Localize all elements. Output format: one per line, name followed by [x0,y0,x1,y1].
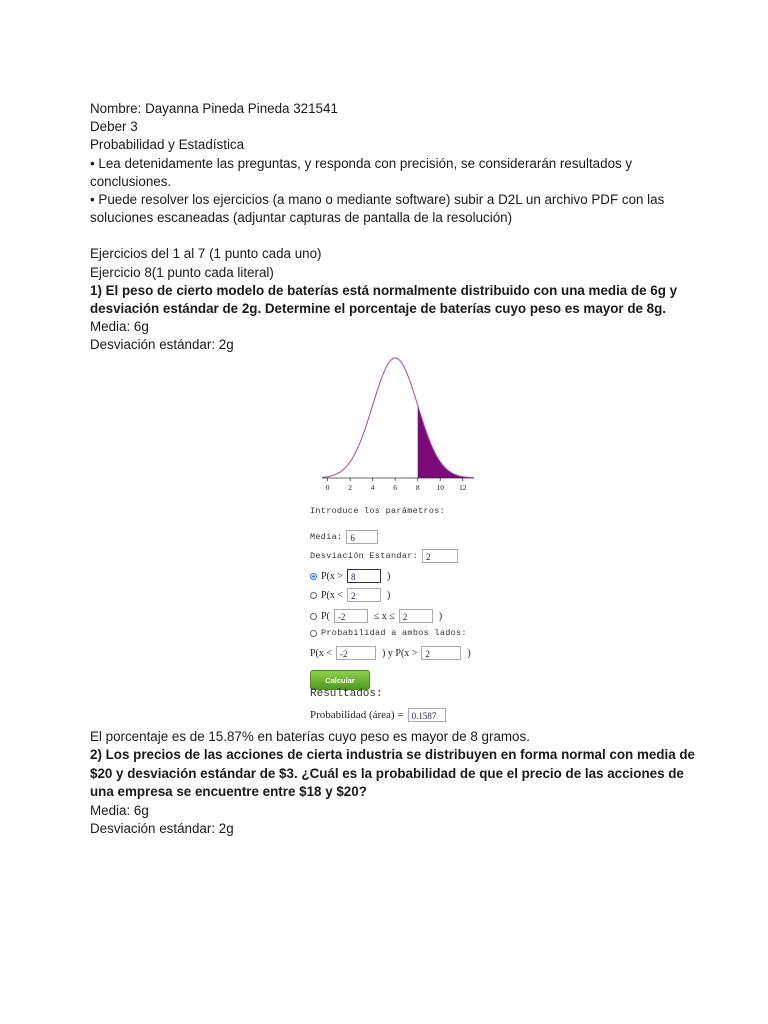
greater-than-prefix: P(x > [321,570,344,582]
both-sides-suffix: ) [467,647,471,659]
x-tick-label-2: 2 [348,483,353,492]
problem-1-sd: Desviación estándar: 2g [90,337,234,353]
problem-1-statement: 1) El peso de cierto modelo de baterías está normalmente distribuido con una media de 6g y desviación estándar de 2g. Determine el porcentaje de baterías cuyo peso es mayor de 8g. [90,282,678,317]
exercises-line-1: Ejercicios del 1 al 7 (1 punto cada uno) [90,246,322,262]
between-low-input[interactable]: -2 [334,609,368,623]
between-high-input[interactable]: 2 [399,609,433,623]
x-tick-label-6: 6 [393,483,398,492]
between-prefix: P( [321,610,330,622]
mean-label: Media: [310,532,343,542]
sd-label: Desviación Estandar: [310,551,419,561]
radio-both-sides[interactable] [310,630,317,637]
x-tick-label-10: 10 [436,483,444,492]
both-sides-prefix: P(x < [310,647,333,659]
both-sides-mid-label: ) y P(x > [382,647,418,659]
problem-2-statement: 2) Los precios de las acciones de cierta industria se distribuyen en forma normal con media de $20 y desviación estándar de $3. ¿Cuál es la probabilidad de que el precio de las acciones de una empresa se encuentre entre $18 y $20? [90,747,696,800]
density-curve [322,358,474,478]
student-name: Nombre: Dayanna Pineda Pineda 321541 [90,101,338,116]
problem-1-conclusion: El porcentaje es de 15.87% en baterías cuyo peso es mayor de 8 gramos. [90,729,530,744]
exercises-line-2: Ejercicio 8(1 punto cada literal) [90,264,274,280]
x-tick-label-12: 12 [458,483,467,492]
calculate-button[interactable]: Calcular [310,670,370,690]
shaded-area [418,405,474,478]
both-sides-high-input[interactable]: 2 [421,646,461,660]
document-body [90,100,690,355]
problem-2-mean: Media: 6g [90,802,149,818]
course-name: Probabilidad y Estadística [90,137,245,153]
less-than-suffix: ) [387,589,391,601]
x-tick-label-4: 4 [370,483,375,492]
less-than-input[interactable]: 2 [347,588,381,602]
less-than-prefix: P(x < [321,589,344,601]
greater-than-input[interactable]: 8 [347,569,381,583]
intro-label: Introduce los parámetros: [310,506,446,516]
between-mid-label: ≤ x ≤ [373,610,395,622]
instruction-1: • Lea detenidamente las preguntas, y responda con precisión, se considerarán resultados y conclusiones. [90,155,633,189]
radio-between[interactable] [310,613,317,620]
x-tick-label-8: 8 [415,483,420,492]
greater-than-suffix: ) [387,570,391,582]
document-body-continued [90,728,700,838]
between-suffix: ) [438,610,443,622]
x-tick-label-0: 0 [325,483,330,492]
mean-input[interactable]: 6 [346,530,378,544]
radio-less-than[interactable] [310,592,317,599]
normal-distribution-chart [318,354,478,494]
probability-output: 0.1587 [408,708,446,722]
normal-calculator-screenshot [300,350,500,730]
results-title: Resultados: [310,688,383,700]
probability-label: Probabilidad (área) = [310,709,404,721]
assignment-title: Deber 3 [90,119,138,135]
instruction-2: • Puede resolver los ejercicios (a mano o mediante software) subir a D2L un archivo PDF con las soluciones escaneadas (adjuntar capturas de pantalla de la resolución) [90,192,665,226]
problem-2-sd: Desviación estándar: 2g [90,821,234,837]
both-sides-low-input[interactable]: -2 [336,646,376,660]
radio-greater-than[interactable] [310,573,317,580]
problem-1-mean: Media: 6g [90,319,149,335]
sd-input[interactable]: 2 [422,549,458,563]
both-sides-label: Probabilidad a ambos lados: [321,628,467,638]
